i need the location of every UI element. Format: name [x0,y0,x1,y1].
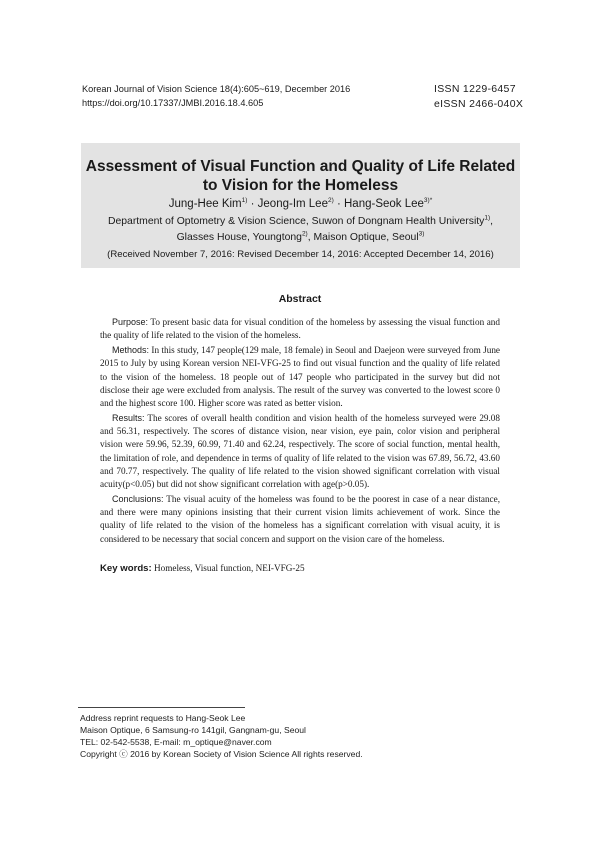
abstract-results [100,412,500,491]
journal-line: Korean Journal of Vision Science 18(4):605~619, December 2016 [82,84,351,94]
footnote-line-4: Copyright ⓒ 2016 by Korean Society of Vision Science All rights reserved. [80,749,363,759]
received-dates: (Received November 7, 2016: Revised December 14, 2016: Accepted December 14, 2016) [107,249,494,260]
footnote-divider [78,707,245,708]
eissn: eISSN 2466-040X [434,98,524,110]
footnote-line-3: TEL: 02-542-5538, E-mail: m_optique@naver.com [80,737,272,747]
results-label: Results: [112,413,145,424]
results-text: The scores of overall health condition and vision health of the homeless surveyed were 29.08 and 56.31, respectively. The scores of distance vision, near vision, eye pain, color vision and peripheral vision were 59.96, 52.39, 60.99, 71.40 and 62.24, respectively. The score of social function, mental health, the limitation of role, and dependence in terms of quality of life related to the vision was 67.89, 56.72, 43.60 and 70.77, respectively. The quality of life related to the vision showed significant correlation with visual acuity(p<0.05) but did not show significant correlation with age(p>0.05). [100,413,500,489]
abstract-body [100,316,500,548]
author-separator: · [333,198,344,210]
author-list [81,197,520,211]
title-line-1: Assessment of Visual Function and Quality of Life Related [85,158,516,175]
affiliation-line-2: Glasses House, Youngtong$^{2)}$, Maison Optique, Seoul$^{3)}$ [176,230,425,243]
affiliation-2-sup: 2) [301,230,308,238]
affiliation-1-sup: 1) [484,214,491,222]
issn: ISSN 1229-6457 [434,83,516,95]
footnote-line-2: Maison Optique, 6 Samsung-ro 141gil, Gangnam-gu, Seoul [80,725,306,735]
abstract-methods [100,344,500,410]
affiliations [81,214,520,246]
title-line-2: to Vision for the Homeless [202,177,399,194]
methods-text: In this study, 147 people(129 male, 18 female) in Seoul and Daejeon were surveyed from June 2015 to July by using Korean version NEI-VFG-25 to find out visual function and the quality of life related to the vision of the homeless. 18 people out of 147 people who participated in the survey but did not disclose their age were excluded from analysis. The result of the survey was converted to the lowest score 0 and the highest score 100. Higher score was rated as better vision. [100,345,500,408]
affiliation-2: Glasses House, Youngtong [176,232,302,243]
affiliation-1: Department of Optometry & Vision Science, Suwon of Dongnam Health University [107,216,485,227]
doi-link[interactable]: https://doi.org/10.17337/JMBI.2016.18.4.605 [82,98,264,108]
paper-title [81,157,520,195]
author-3: Hang-Seok Lee [344,198,424,210]
author-1-sup: 1) [241,197,248,205]
abstract-purpose [100,316,500,342]
author-2-sup: 2) [327,197,334,205]
title-box [81,143,520,268]
author-1: Jung-Hee Kim [168,198,242,210]
journal-citation [82,82,350,110]
author-3-sup: 3)* [423,197,433,205]
purpose-label: Purpose: [112,317,149,327]
footnote [80,712,363,760]
methods-label: Methods: [112,345,150,356]
author-2: Jeong-Im Lee [257,198,328,210]
keywords-label: Key words: [100,563,152,574]
issn-block [434,82,523,112]
footnote-line-1: Address reprint requests to Hang-Seok Lee [80,713,246,723]
abstract-conclusions [100,493,500,546]
abstract-heading: Abstract [278,293,322,305]
purpose-text: To present basic data for visual condition of the homeless by assessing the visual function and the quality of life related to the vision of the homeless. [100,317,500,341]
conclusions-label: Conclusions: [112,494,164,505]
keywords-text: Homeless, Visual function, NEI-VFG-25 [151,563,305,573]
conclusions-text: The visual acuity of the homeless was found to be the poorest in case of a near distance, and there were many opinions insisting that their current vision limits achievement of work. Since the quality of life related to the vision of the homeless has a significant correlation with visual acuity, it is considered to be necessary that social concern and support on the vision care of the homeless. [100,494,500,544]
affiliation-3: Maison Optique, Seoul [313,232,419,243]
affiliation-3-sup: 3) [418,230,425,238]
author-separator: · [247,198,258,210]
affiliation-line-1: Department of Optometry & Vision Science, Suwon of Dongnam Health University$^{1)}$, [107,214,494,227]
keywords [100,563,500,574]
